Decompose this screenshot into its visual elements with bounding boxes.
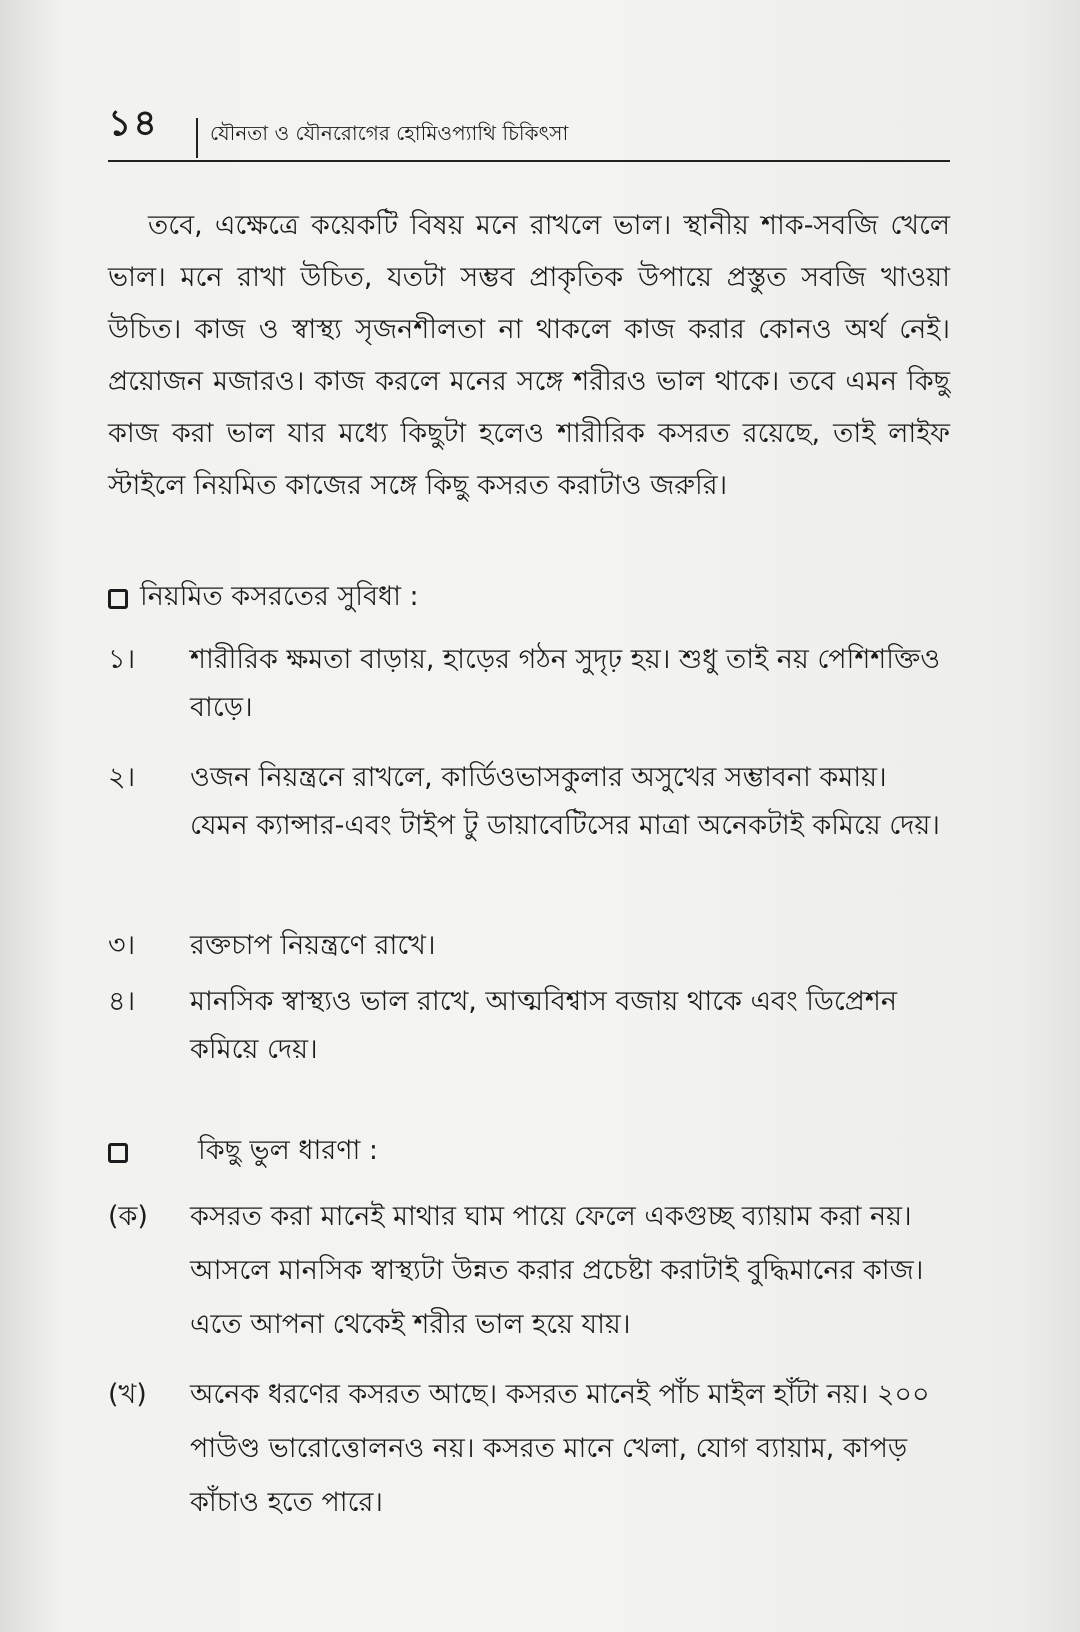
list-text: ওজন নিয়ন্ত্রনে রাখলে, কার্ডিওভাসকুলার অসুখের সম্ভাবনা কমায়। যেমন ক্যান্সার-এবং টাইপ টু ডায়াবেটিসের মাত্রা অনেকটাই কমিয়ে দেয়। (190, 762, 940, 841)
misconceptions-heading (108, 1130, 378, 1175)
page-number: ১৪ (108, 102, 159, 144)
checkbox-square-icon (108, 589, 128, 609)
misconceptions-heading-text: কিছু ভুল ধারণা : (198, 1135, 379, 1166)
intro-block (108, 200, 950, 512)
list-marker: (খ) (108, 1379, 147, 1410)
list-text: মানসিক স্বাস্থ্যও ভাল রাখে, আত্মবিশ্বাস বজায় থাকে এবং ডিপ্রেশন কমিয়ে দেয়। (190, 986, 897, 1065)
list-item (108, 754, 950, 850)
list-text: রক্তচাপ নিয়ন্ত্রণে রাখে। (190, 930, 436, 961)
list-item (108, 1368, 950, 1530)
list-text: কসরত করা মানেই মাথার ঘাম পায়ে ফেলে একগুচ্ছ ব্যায়াম করা নয়। আসলে মানসিক স্বাস্থ্যটা উন্নত করার প্রচেষ্টা করাটাই বুদ্ধিমানের কাজ। এতে আপনা থেকেই শরীর ভাল হয়ে যায়। (190, 1201, 924, 1340)
list-marker: ৪। (108, 986, 136, 1017)
list-item (108, 978, 950, 1074)
list-text: অনেক ধরণের কসরত আছে। কসরত মানেই পাঁচ মাইল হাঁটা নয়। ২০০ পাউণ্ড ভারোত্তোলনও নয়। কসরত মানে খেলা, যোগ ব্যায়াম, কাপড় কাঁচাও হতে পারে। (190, 1379, 930, 1518)
list-marker: ৩। (108, 930, 136, 961)
list-item (108, 922, 950, 970)
intro-paragraph: তবে, এক্ষেত্রে কয়েকটি বিষয় মনে রাখলে ভাল। স্থানীয় শাক-সবজি খেলে ভাল। মনে রাখা উচিত, যতটা সম্ভব প্রাকৃতিক উপায়ে প্রস্তুত সবজি খাওয়া উচিত। কাজ ও স্বাস্থ্য সৃজনশীলতা না থাকলে কাজ করার কোনও অর্থ নেই। প্রয়োজন মজারও। কাজ করলে মনের সঙ্গে শরীরও ভাল থাকে। তবে এমন কিছু কাজ করা ভাল যার মধ্যে কিছুটা হলেও শারীরিক কসরত রয়েছে, তাই লাইফ স্টাইলে নিয়মিত কাজের সঙ্গে কিছু কসরত করাটাও জরুরি। (108, 210, 950, 501)
benefits-heading (108, 576, 419, 621)
list-item (108, 1190, 950, 1352)
list-marker: ২। (108, 762, 136, 793)
list-marker: ১। (108, 644, 136, 675)
list-text: শারীরিক ক্ষমতা বাড়ায়, হাড়ের গঠন সুদৃঢ় হয়। শুধু তাই নয় পেশিশক্তিও বাড়ে। (190, 644, 941, 723)
list-marker: (ক) (108, 1201, 148, 1232)
running-title: যৌনতা ও যৌনরোগের হোমিওপ্যাথি চিকিৎসা (210, 121, 569, 145)
checkbox-square-icon (108, 1143, 128, 1163)
page-header (108, 102, 950, 162)
benefits-heading-text: নিয়মিত কসরতের সুবিধা : (140, 581, 419, 612)
header-divider (196, 118, 198, 158)
list-item (108, 636, 950, 732)
